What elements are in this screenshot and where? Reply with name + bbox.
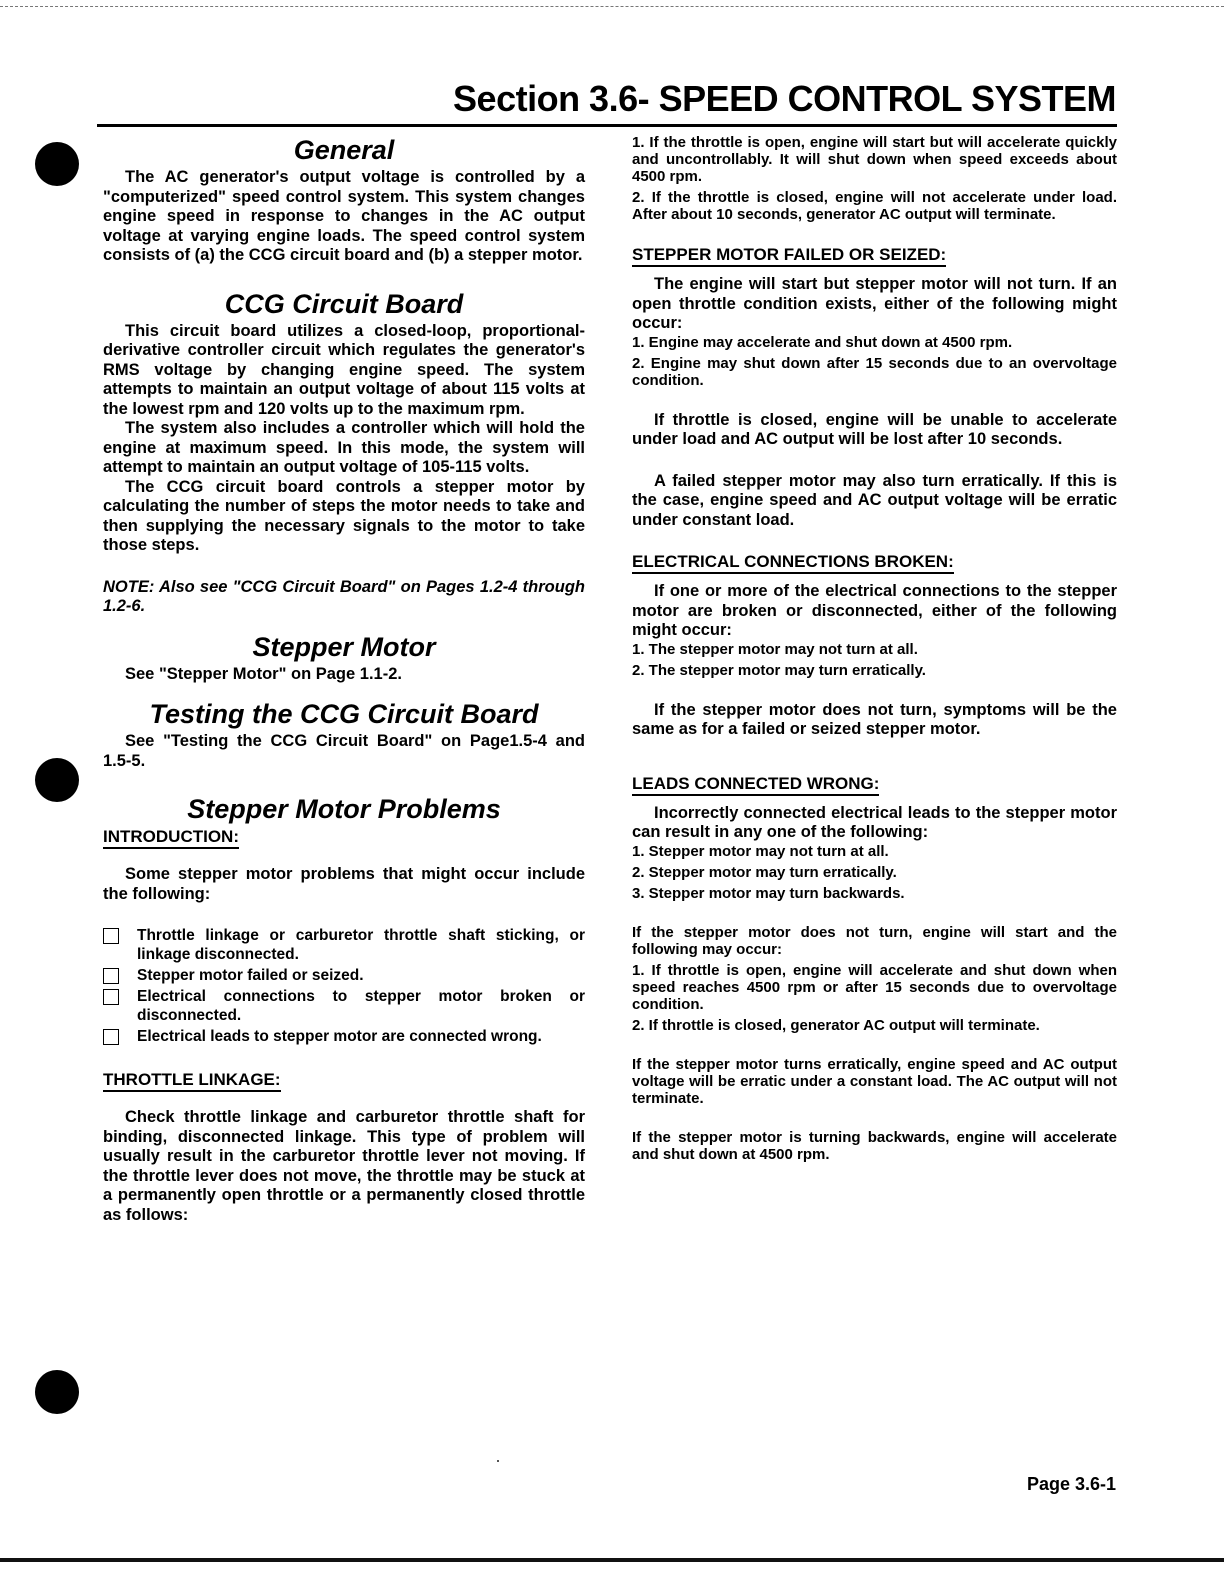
ccg-paragraph: This circuit board utilizes a closed-loop, proportional-derivative controller circuit which regulates the generator's RMS voltage by changing engine speed. The system attempts to maintain an output voltage of about 115 volts at the lowest rpm and 120 volts up to the maximum rpm. — [103, 321, 585, 418]
general-body: The AC generator's output voltage is controlled by a "computerized" speed control system. This system changes engine speed in response to changes in the AC output voltage at varying engine loads. The speed control system consists of (a) the CCG circuit board and (b) a stepper motor. — [103, 168, 585, 264]
seized-item: 2. Engine may shut down after 15 seconds due to an overvoltage condition. — [632, 354, 1117, 389]
leads-paragraph: Incorrectly connected electrical leads to the stepper motor can result in any one of the following: — [632, 803, 1117, 841]
punch-hole-icon — [35, 142, 79, 186]
scan-speck — [497, 1460, 499, 1462]
page-title: Section 3.6- SPEED CONTROL SYSTEM — [453, 78, 1116, 119]
electrical-paragraph: If one or more of the electrical connections to the stepper motor are broken or disconnected, either of the following might occur: — [632, 582, 1117, 639]
top-scan-edge — [0, 6, 1224, 7]
checklist-item: Electrical connections to stepper motor broken or disconnected. — [103, 987, 585, 1025]
throttle-item: 1. If the throttle is open, engine will start but will accelerate quickly and uncontrollably. It will shut down when speed exceeds about 4500 rpm. — [632, 134, 1117, 185]
stepper-body: See "Stepper Motor" on Page 1.1-2. — [125, 664, 402, 683]
leads-item: 2. Stepper motor may turn erratically. — [632, 863, 897, 881]
throttle-linkage-heading: THROTTLE LINKAGE: — [103, 1070, 281, 1092]
seized-paragraph: The engine will start but stepper motor will not turn. If an open throttle condition exists, either of the following might occur: — [632, 275, 1117, 332]
problem-checklist — [103, 926, 585, 1046]
ccg-paragraph: The system also includes a controller which will hold the engine at maximum speed. In this mode, the system will attempt to maintain an output voltage of 105-115 volts. — [103, 419, 585, 476]
ccg-heading: CCG Circuit Board — [224, 288, 464, 319]
checklist-item: Stepper motor failed or seized. — [103, 966, 585, 985]
introduction-body: Some stepper motor problems that might occur include the following: — [103, 865, 585, 903]
general-heading: General — [293, 135, 395, 165]
testing-heading: Testing the CCG Circuit Board — [149, 699, 539, 729]
page-number: Page 3.6-1 — [1026, 1474, 1116, 1494]
introduction-heading: INTRODUCTION: — [103, 827, 239, 849]
checkbox-icon — [103, 928, 119, 944]
leads-paragraph: If the stepper motor does not turn, engine will start and the following may occur: — [632, 923, 1117, 958]
leads-item: 1. Stepper motor may not turn at all. — [632, 842, 889, 860]
seized-item: 1. Engine may accelerate and shut down at 4500 rpm. — [632, 333, 1013, 351]
leads-paragraph: If the stepper motor is turning backwards, engine will accelerate and shut down at 4500 rpm. — [632, 1128, 1117, 1163]
electrical-paragraph: If the stepper motor does not turn, symptoms will be the same as for a failed or seized stepper motor. — [632, 700, 1117, 738]
punch-hole-icon — [35, 758, 79, 802]
seized-paragraph: A failed stepper motor may also turn erratically. If this is the case, engine speed and AC output voltage will be erratic under constant load. — [632, 471, 1117, 529]
left-column — [103, 134, 585, 1225]
leads-item: 3. Stepper motor may turn backwards. — [632, 884, 905, 902]
right-column — [632, 134, 1117, 1163]
seized-heading: STEPPER MOTOR FAILED OR SEIZED: — [632, 245, 946, 267]
checklist-item: Electrical leads to stepper motor are connected wrong. — [103, 1027, 585, 1046]
checkbox-icon — [103, 968, 119, 984]
throttle-linkage-body: Check throttle linkage and carburetor throttle shaft for binding, disconnected linkage. This type of problem will usually result in the carburetor throttle lever not moving. If the throttle lever does not move, the throttle may be stuck at a permanently open throttle or a permanently closed throttle as follows: — [103, 1108, 585, 1224]
leads-item: 2. If throttle is closed, generator AC output will terminate. — [632, 1016, 1040, 1034]
punch-hole-icon — [35, 1370, 79, 1414]
testing-body: See "Testing the CCG Circuit Board" on Page1.5-4 and 1.5-5. — [103, 732, 585, 770]
problems-heading: Stepper Motor Problems — [187, 794, 501, 824]
electrical-item: 2. The stepper motor may turn erratically. — [632, 661, 926, 679]
checklist-item: Throttle linkage or carburetor throttle shaft sticking, or linkage disconnected. — [103, 926, 585, 964]
electrical-item: 1. The stepper motor may not turn at all. — [632, 640, 918, 658]
throttle-item: 2. If the throttle is closed, engine will not accelerate under load. After about 10 seconds, generator AC output will terminate. — [632, 189, 1117, 223]
ccg-note: NOTE: Also see "CCG Circuit Board" on Pages 1.2-4 through 1.2-6. — [103, 577, 585, 615]
ccg-paragraph: The CCG circuit board controls a stepper motor by calculating the number of steps the motor needs to take and then supplying the necessary signals to the motor to take those steps. — [103, 477, 585, 554]
title-rule — [97, 124, 1117, 127]
leads-paragraph: If the stepper motor turns erratically, engine speed and AC output voltage will be erratic under a constant load. The AC output will not terminate. — [632, 1055, 1117, 1107]
checkbox-icon — [103, 989, 119, 1005]
stepper-heading: Stepper Motor — [252, 631, 436, 662]
seized-paragraph: If throttle is closed, engine will be unable to accelerate under load and AC output will be lost after 10 seconds. — [632, 410, 1117, 448]
bottom-scan-edge — [0, 1558, 1224, 1562]
leads-item: 1. If throttle is open, engine will accelerate and shut down when speed reaches 4500 rpm or after 15 seconds due to overvoltage condition. — [632, 961, 1117, 1013]
electrical-heading: ELECTRICAL CONNECTIONS BROKEN: — [632, 552, 954, 574]
leads-heading: LEADS CONNECTED WRONG: — [632, 774, 879, 796]
checkbox-icon — [103, 1029, 119, 1045]
